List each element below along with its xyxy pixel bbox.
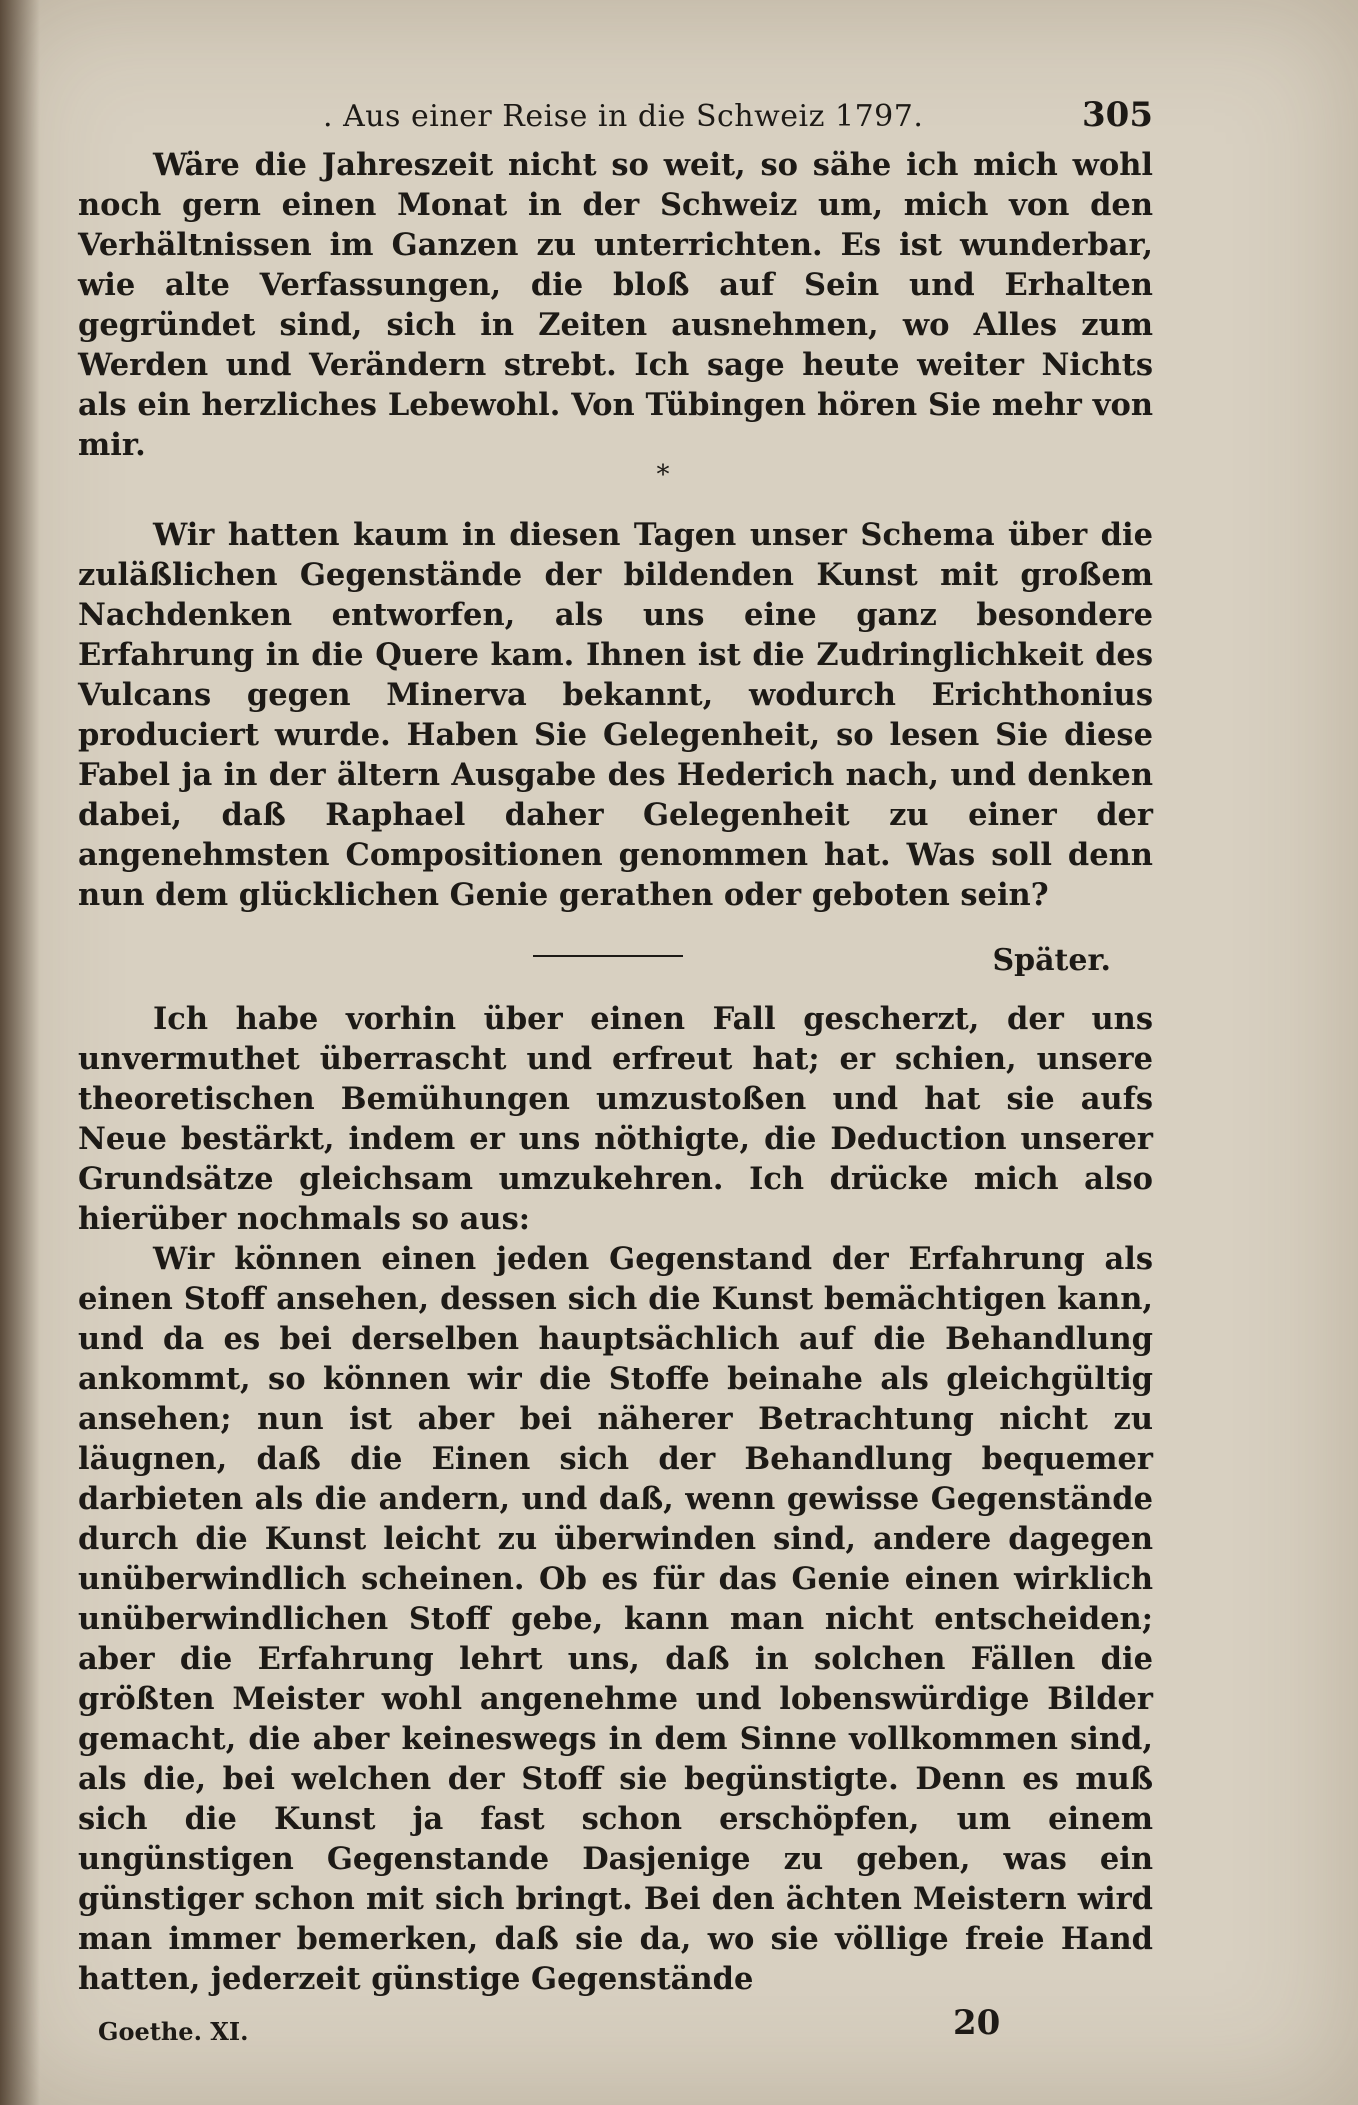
sheet-number: 20 [953, 2003, 1001, 2043]
page-header [78, 95, 1153, 145]
signature-mark: Goethe. XI. [98, 2017, 249, 2046]
paragraph-4: Wir können einen jeden Gegenstand der Erfahrung als einen Stoff ansehen, dessen sich die Kunst bemächtigen kann, und da es bei derselben hauptsächlich auf die Behandlung ankommt, so können wir die Stoffe beinahe als gleichgültig ansehen; nun ist aber bei näherer Betrachtung nicht zu läugnen, daß die Einen sich der Behandlung bequemer darbieten als die andern, und daß, wenn gewisse Gegenstände durch die Kunst leicht zu überwinden sind, andere dagegen unüberwindlich scheinen. Ob es für das Genie einen wirklich unüberwindlichen Stoff gebe, kann man nicht entscheiden; aber die Erfahrung lehrt uns, daß in solchen Fällen die größten Meister wohl angenehme und lobenswürdige Bilder gemacht, die aber keineswegs in dem Sinne vollkommen sind, als die, bei welchen der Stoff sie begünstigte. Denn es muß sich die Kunst ja fast schon erschöpfen, um einem ungünstigen Gegenstande Dasjenige zu geben, was ein günstiger schon mit sich bringt. Bei den ächten Meistern wird man immer bemerken, daß sie da, wo sie völlige freie Hand hatten, jederzeit günstige Gegenstände [78, 1241, 1153, 1997]
paragraph-1: Wäre die Jahreszeit nicht so weit, so sähe ich mich wohl noch gern einen Monat in der Schweiz um, mich von den Verhältnissen im Ganzen zu unterrichten. Es ist wunderbar, wie alte Verfassungen, die bloß auf Sein und Erhalten gegründet sind, sich in Zeiten ausnehmen, wo Alles zum Werden und Verändern strebt. Ich sage heute weiter Nichts als ein herzliches Lebewohl. Von Tübingen hören Sie mehr von mir. [78, 147, 1153, 463]
page-footer [78, 2003, 1153, 2047]
section-separator [78, 939, 1153, 979]
running-title: . Aus einer Reise in die Schweiz 1797. [323, 99, 924, 134]
separator-rule [533, 955, 683, 957]
section-label-later: Später. [992, 943, 1111, 978]
section-asterisk: * [656, 460, 670, 490]
paragraph-2: Wir hatten kaum in diesen Tagen unser Schema über die zuläßlichen Gegenstände der bildenden Kunst mit großem Nachdenken entworfen, als uns eine ganz besondere Erfahrung in die Quere kam. Ihnen ist die Zudringlichkeit des Vulcans gegen Minerva bekannt, wodurch Erichthonius produciert wurde. Haben Sie Gelegenheit, so lesen Sie diese Fabel ja in der ältern Ausgabe des Hederich nach, und denken dabei, daß Raphael daher Gelegenheit zu einer der angenehmsten Compositionen genommen hat. Was soll denn nun dem glücklichen Genie gerathen oder geboten sein? [78, 517, 1153, 913]
paragraph-3: Ich habe vorhin über einen Fall gescherzt, der uns unvermuthet überrascht und erfreut hat; er schien, unsere theoretischen Bemühungen umzustoßen und hat sie aufs Neue bestärkt, indem er uns nöthigte, die Deduction unserer Grundsätze gleichsam umzukehren. Ich drücke mich also hierüber nochmals so aus: [78, 1001, 1153, 1237]
text-block [78, 95, 1153, 2047]
page-number: 305 [1082, 95, 1153, 135]
